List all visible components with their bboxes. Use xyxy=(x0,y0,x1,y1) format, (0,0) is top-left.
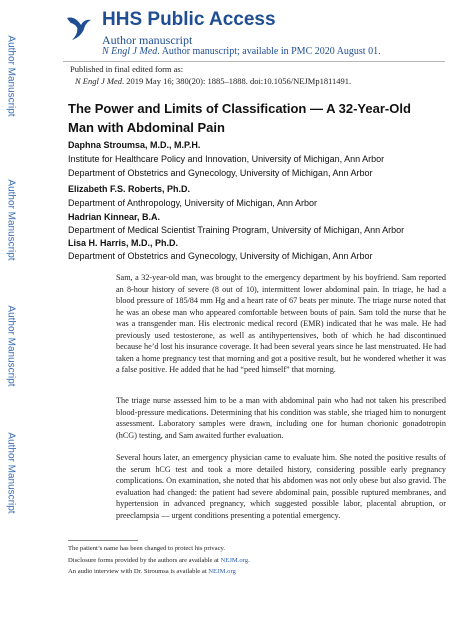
author-name xyxy=(68,238,178,248)
header-citation xyxy=(102,46,381,57)
footnote xyxy=(68,568,236,575)
publication-details xyxy=(75,76,351,86)
footnote: The patient’s name has been changed to protect his privacy. xyxy=(68,545,226,552)
author-name xyxy=(68,212,160,222)
publication-citation: . 2019 May 16; 380(20): 1885–1888. doi:10.1056/NEJMp1811491. xyxy=(121,76,352,86)
author-affiliation: Department of Obstetrics and Gynecology, University of Michigan, Ann Arbor xyxy=(68,168,373,178)
author-name-text: Hadrian Kinnear, B.A. xyxy=(68,212,161,222)
body-paragraph: The triage nurse assessed him to be a man with abdominal pain who had not taken his prescribed blood-pressure medications. Determining that his condition was stable, she triaged him to nonurgent assessment. Laboratory samples were drawn, including one for human chorionic gonadotropin (hCG) testing, and Sam awaited further evaluation. xyxy=(116,396,446,440)
author-affiliation: Department of Obstetrics and Gynecology, University of Michigan, Ann Arbor xyxy=(68,251,373,261)
footnote-text: An audio interview with Dr. Stroumsa is available at xyxy=(68,568,209,575)
article-title: The Power and Limits of Classification — A 32-Year-Old Man with Abdominal Pain xyxy=(68,101,411,135)
author-name xyxy=(68,140,200,150)
publication-journal: N Engl J Med xyxy=(75,76,122,86)
nejm-audio-link[interactable]: NEJM.org xyxy=(208,568,236,575)
side-label-1: Author Manuscript xyxy=(5,34,17,117)
side-label-3: Author Manuscript xyxy=(5,304,17,387)
header-journal: N Engl J Med xyxy=(102,46,158,57)
side-label-4: Author Manuscript xyxy=(5,431,17,514)
author-name-text: Lisa H. Harris, M.D., Ph.D. xyxy=(68,238,179,248)
footnote-period: . xyxy=(248,557,250,564)
footnote-text: Disclosure forms provided by the authors are available at xyxy=(68,557,221,564)
author-affiliation: Department of Medical Scientist Training Program, University of Michigan, Ann Arbor xyxy=(68,225,405,235)
body-paragraph: Several hours later, an emergency physician came to evaluate him. She noted the positive results of the serum hCG test and took a more detailed history, considering possible early pregnancy complications. On examination, she noted that his abdomen was not only obese but also gravid. The evaluation had changed: the patient had severe abdominal pain, possible ruptured membranes, and hypertension in advanced pregnancy, which suggested possible labor, placental abruption, or preeclampsia — urgent conditions presenting a potential emergency. xyxy=(116,453,446,520)
side-label-2: Author Manuscript xyxy=(5,178,17,261)
footnote-divider xyxy=(68,540,138,541)
nejm-link[interactable]: NEJM.org xyxy=(220,557,249,564)
header-availability: . Author manuscript; available in PMC 2020 August 01. xyxy=(157,46,381,57)
header-title: HHS Public Access xyxy=(102,9,276,30)
hhs-eagle-logo-icon xyxy=(63,12,95,44)
author-affiliation: Department of Anthropology, University of Michigan, Ann Arbor xyxy=(68,198,317,208)
body-paragraph: Sam, a 32-year-old man, was brought to the emergency department by his boyfriend. Sam reported an 8-hour history of severe (8 out of 10), intermittent lower abdominal pain. In triage, he had a blood pressure of 185/84 mm Hg and a heart rate of 67 beats per minute. The triage nurse noted that he was an obese man who appeared comfortable between bouts of pain. Sam told the nurse that he was a transgender man. His electronic medical record (EMR) indicated that he was male. He had previously used testosterone, as well as antihypertensives, both of which he had discontinued because he’d lost his insurance coverage. It had been several years since he last menstruated. He had taken a home pregnancy test that morning and got a positive result, but he wondered whether it was a false positive. He added that he had “peed himself” that morning. xyxy=(116,273,446,374)
published-note: Published in final edited form as: xyxy=(70,64,184,74)
header-divider xyxy=(63,61,445,62)
author-name xyxy=(68,184,190,194)
footnote xyxy=(68,557,250,564)
author-name-text: Daphna Stroumsa, M.D., M.P.H. xyxy=(68,140,201,150)
author-name-text: Elizabeth F.S. Roberts, Ph.D. xyxy=(68,184,191,194)
header-subtitle: Author manuscript xyxy=(102,33,193,47)
author-affiliation: Institute for Healthcare Policy and Innovation, University of Michigan, Ann Arbor xyxy=(68,154,385,164)
